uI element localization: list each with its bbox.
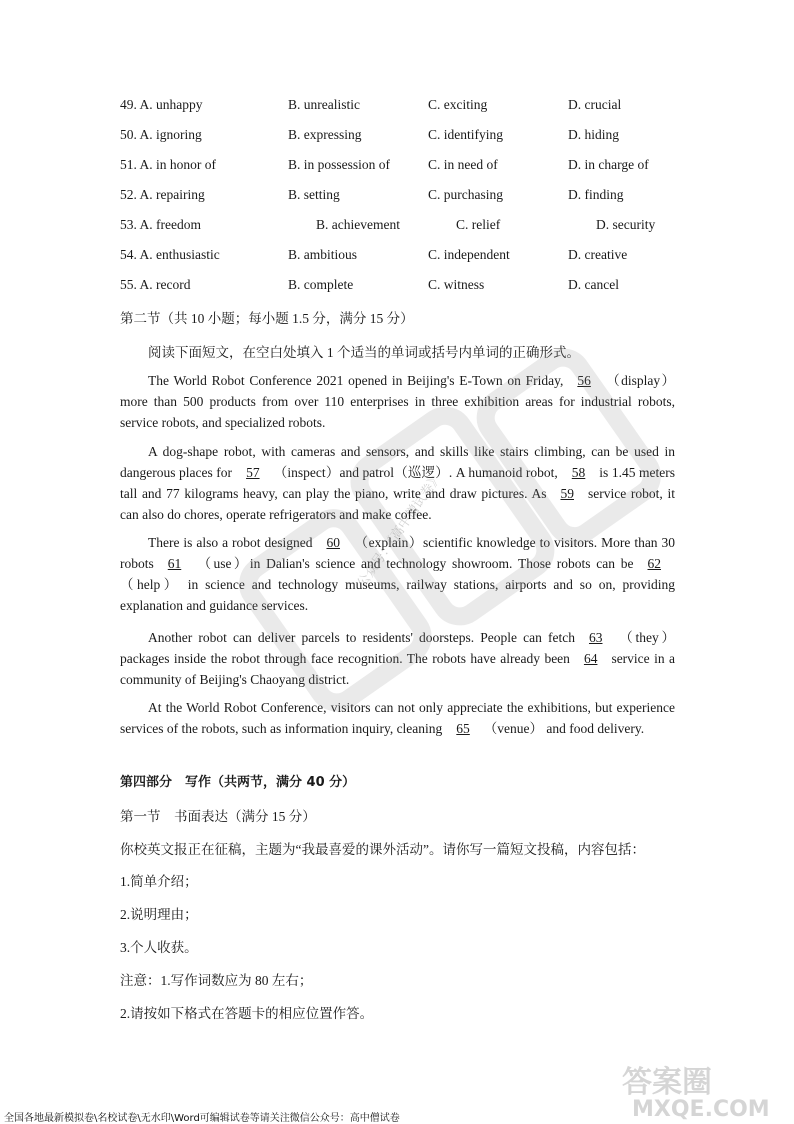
p2-text-a: A dog-shape robot, with cameras and sensors, and skills like stairs climbing, can be used in dangerous places for [120, 444, 675, 480]
paragraph-4 [120, 627, 675, 690]
footer-note: 全国各地最新模拟卷\名校试卷\无水印\Word可编辑试卷等请关注微信公众号：高中僧试卷 [4, 1113, 400, 1124]
option-row-50 [120, 127, 680, 147]
p4-text-a: Another robot can deliver parcels to residents' doorsteps. People can fetch [148, 630, 575, 645]
note-2: 2.请按如下格式在答题卡的相应位置作答。 [120, 1006, 374, 1021]
blank-64: 64 [583, 651, 598, 666]
option-c: C. independent [428, 247, 510, 262]
option-c: C. identifying [428, 127, 503, 142]
requirement-3: 3.个人收获。 [120, 940, 198, 955]
logo-text-top: 答案圈 [622, 1065, 712, 1100]
option-row-49 [120, 97, 680, 117]
instruction: 阅读下面短文，在空白处填入 1 个适当的单词或括号内单词的正确形式。 [148, 345, 580, 360]
paragraph-5 [120, 697, 675, 739]
blank-58: 58 [571, 465, 586, 480]
p3-text-d: （use）in Dalian's science and technology showroom. Those robots can be [195, 556, 634, 571]
option-b: B. achievement [316, 217, 400, 232]
blank-59: 59 [560, 486, 574, 501]
option-c: C. exciting [428, 97, 488, 112]
p2-text-d: is 1.45 meters tall and 77 kilograms heavy, can play the piano, write and draw pictures. As [120, 465, 675, 501]
option-b: B. expressing [288, 127, 362, 142]
blank-63: 63 [588, 630, 603, 645]
option-a: 50. A. ignoring [120, 127, 202, 142]
requirement-1: 1.简单介绍； [120, 874, 198, 889]
blank-56: 56 [577, 373, 591, 388]
option-d: D. security [596, 217, 656, 232]
option-d: D. crucial [568, 97, 622, 112]
p2-text-e: service robot, it can also do chores, operate refrigerators and make coffee. [120, 486, 675, 522]
option-d: D. finding [568, 187, 624, 202]
section1-title: 第一节 书面表达（满分 15 分） [120, 809, 316, 824]
option-a: 51. A. in honor of [120, 157, 216, 172]
option-b: B. setting [288, 187, 340, 202]
option-d: D. creative [568, 247, 628, 262]
option-d: D. in charge of [568, 157, 649, 172]
requirement-2: 2.说明理由； [120, 907, 198, 922]
option-a: 52. A. repairing [120, 187, 205, 202]
option-a: 55. A. record [120, 277, 191, 292]
option-b: B. ambitious [288, 247, 358, 262]
blank-57: 57 [246, 465, 260, 480]
option-a: 49. A. unhappy [120, 97, 203, 112]
option-d: D. hiding [568, 127, 620, 142]
note-1: 注意：1.写作词数应为 80 左右； [120, 973, 313, 988]
option-b: B. in possession of [288, 157, 391, 172]
option-row-51 [120, 157, 680, 177]
option-row-54 [120, 247, 680, 267]
blank-61: 61 [167, 556, 182, 571]
option-c: C. purchasing [428, 187, 503, 202]
p5-text-c: （venue） and food delivery. [483, 721, 645, 736]
p5-text-a: At the World Robot Conference, visitors can not only appreciate the exhibitions, but experience services of the robots, such as information inquiry, cleaning [120, 700, 675, 736]
blank-62: 62 [647, 556, 661, 571]
p1-text-c: （display） more than 500 products from over 110 enterprises in three exhibition areas for industrial robots, service robots, and specialized robots. [120, 373, 675, 430]
option-a: 54. A. enthusiastic [120, 247, 220, 262]
option-row-55 [120, 277, 680, 297]
option-a: 53. A. freedom [120, 217, 201, 232]
option-row-53 [120, 217, 680, 237]
p3-text-c: （explain）scientific knowledge to visitors. More than 30 robots [120, 535, 676, 571]
logo-text-bottom: MXQE.COM [632, 1097, 770, 1120]
option-b: B. complete [288, 277, 354, 292]
option-c: C. relief [456, 217, 501, 232]
blank-60: 60 [326, 535, 340, 550]
watermark-text: 公众号：《高中僧试卷》 [354, 470, 446, 591]
p1-text-a: The World Robot Conference 2021 opened in Beijing's E-Town on Friday, [148, 373, 564, 388]
option-c: C. in need of [428, 157, 498, 172]
option-d: D. cancel [568, 277, 619, 292]
p4-text-d: service in a community of Beijing's Chaoyang district. [120, 651, 676, 687]
writing-prompt: 你校英文报正在征稿，主题为“我最喜爱的课外活动”。请你写一篇短文投稿，内容包括： [120, 842, 645, 857]
part4-title: 第四部分 写作（共两节，满分 40 分） [120, 775, 356, 790]
option-b: B. unrealistic [288, 97, 360, 112]
p3-text-e: （help） in science and technology museums, railway stations, airports and so on, providing explanation and guidance services. [120, 577, 675, 613]
blank-65: 65 [456, 721, 470, 736]
option-row-52 [120, 187, 680, 207]
site-logo [612, 1060, 784, 1120]
section2-title: 第二节（共 10 小题；每小题 1.5 分，满分 15 分） [120, 311, 414, 326]
p4-text-c: （they） packages inside the robot through face recognition. The robots have already been [120, 630, 675, 666]
paragraph-1 [120, 370, 675, 433]
p2-text-c: （inspect）and patrol（巡逻）. A humanoid robot, [273, 465, 558, 480]
p3-text-a: There is also a robot designed [148, 535, 313, 550]
option-c: C. witness [428, 277, 485, 292]
